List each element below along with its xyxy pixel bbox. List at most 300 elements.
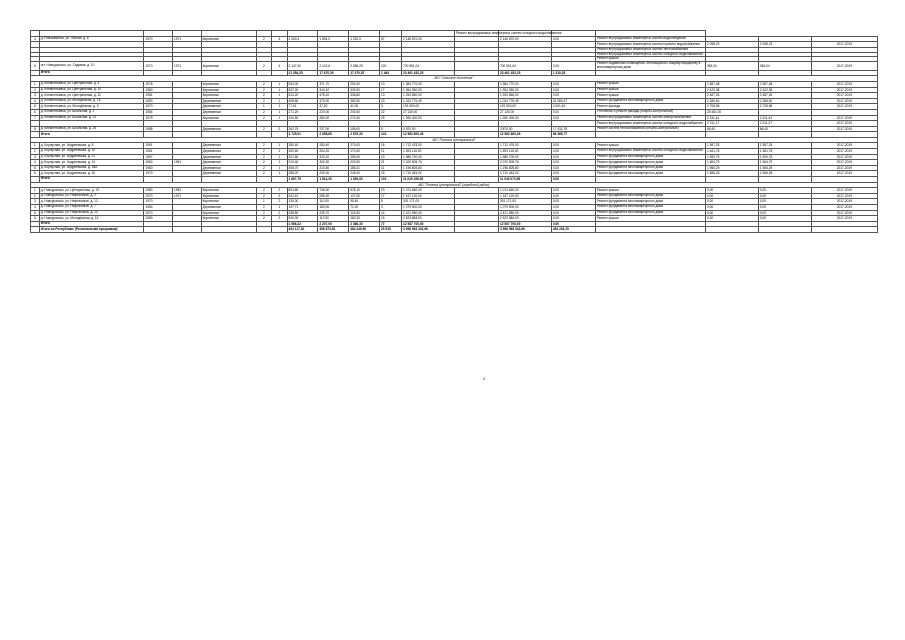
table-cell: 2 708,58: [706, 104, 759, 110]
table-cell: 0,00: [706, 188, 759, 194]
table-cell: д. Корпусная, ул. Андреевская, д. 10: [39, 149, 144, 155]
table-cell: 0,00: [758, 193, 811, 199]
table-cell: 1970: [144, 62, 173, 71]
table-cell: 2 487,26: [758, 93, 811, 99]
table-cell: 6: [31, 171, 40, 177]
table-cell: 66,40: [706, 126, 759, 132]
table-cell: 940,00: [287, 216, 318, 222]
table-cell: 0,00: [551, 93, 595, 99]
table-cell: 96 369,77: [551, 132, 595, 138]
table-cell: 0,00: [551, 199, 595, 205]
table-cell: Итого: [39, 132, 144, 138]
table-cell: д. Клементьевка, ул. Молодёжная, д. 5: [39, 104, 144, 110]
table-cell: 270,40: [349, 115, 380, 121]
table-cell: 2 311,44: [758, 115, 811, 121]
table-cell: 1 481,78: [706, 149, 759, 155]
table-cell: 3 870,00: [498, 126, 551, 132]
table-cell: [454, 227, 498, 233]
table-cell: 1: [31, 81, 40, 87]
table-cell: 1: [272, 143, 287, 149]
table-cell: 2: [256, 87, 271, 93]
table-cell: 2: [256, 171, 271, 177]
table-cell: 2: [256, 93, 271, 99]
table-cell: 2: [256, 165, 271, 171]
table-cell: [201, 227, 256, 233]
table-cell: 2017-2019: [811, 188, 877, 194]
table-cell: Ремонт крыши: [595, 81, 705, 87]
table-cell: 700 951,04: [498, 62, 551, 71]
table-cell: Деревянные: [201, 160, 256, 166]
table-cell: 2: [256, 193, 271, 199]
table-cell: 1970: [144, 193, 173, 199]
table-cell: 2 708,58: [758, 104, 811, 110]
table-cell: 1971: [173, 193, 202, 199]
table-cell: 0,00: [551, 177, 595, 183]
table-cell: 675,10: [349, 188, 380, 194]
table-cell: 0,00: [551, 216, 595, 222]
table-cell: 37,20: [318, 104, 349, 110]
table-cell: Ремонт подвальных помещений, относящихся к общему имуществу в многоквартирном доме: [595, 62, 705, 71]
table-cell: 1 024 776,49: [498, 98, 551, 104]
table-cell: Деревянные: [201, 171, 256, 177]
table-cell: 262,78: [287, 126, 318, 132]
table-cell: 1 894,0: [318, 36, 349, 42]
table-cell: 2: [256, 81, 271, 87]
table-cell: 4: [31, 160, 40, 166]
table-cell: 21 554,25: [287, 70, 318, 76]
table-cell: Ремонт крыши: [595, 57, 705, 62]
table-cell: 1 586,28: [758, 171, 811, 177]
table-cell: Деревянные: [201, 126, 256, 132]
table-cell: 1983: [144, 98, 173, 104]
table-cell: 1: [272, 149, 287, 155]
table-cell: 0,00: [706, 216, 759, 222]
table-cell: 1980: [144, 87, 173, 93]
table-cell: Ремонт фундамента многоквартирного дома: [595, 154, 705, 160]
table-cell: 804,80: [287, 188, 318, 194]
table-cell: Ремонт внутридомовых инженерных систем горячего водоснабжения: [595, 42, 705, 48]
table-cell: 1 074 660,00: [498, 188, 551, 194]
table-cell: Ремонт фундамента многоквартирного дома: [595, 193, 705, 199]
table-cell: 225,70: [318, 210, 349, 216]
table-cell: Ремонт фундамента многоквартирного дома: [595, 98, 705, 104]
table-cell: 2017-2019: [811, 104, 877, 110]
table-cell: д. Клементьевка, ул. Школьная, д. 25: [39, 126, 144, 132]
table-cell: 408,80: [287, 98, 318, 104]
table-cell: 191 500,00: [498, 104, 551, 110]
table-cell: 1961: [144, 143, 173, 149]
table-cell: 1: [256, 199, 271, 205]
table-cell: д. Клементьевка, ул. Молодёжная, д. 7а: [39, 98, 144, 104]
table-cell: 2 523 884,00: [498, 216, 551, 222]
table-cell: 0,00: [551, 221, 595, 227]
table-cell: 17: [380, 193, 402, 199]
table-cell: 3 725,01: [287, 132, 318, 138]
table-cell: 12 567 700,00: [402, 221, 455, 227]
table-cell: 0,00: [551, 188, 595, 194]
table-cell: 4: [31, 205, 40, 211]
table-cell: 2 147,00: [287, 62, 318, 71]
table-cell: 1 693 116,00: [498, 149, 551, 155]
table-cell: 2 146 870,00: [402, 36, 455, 42]
table-cell: 12 582 800,49: [402, 132, 455, 138]
table-cell: Деревянные: [201, 165, 256, 171]
table-cell: Ремонт внутридомовых инженерных систем электроснабжения: [595, 115, 705, 121]
table-cell: 1 586,28: [706, 171, 759, 177]
table-cell: Ремонт внутридомовых инженерных систем теплоснабжения: [595, 47, 705, 52]
table-cell: 19: [380, 154, 402, 160]
table-cell: 1980: [144, 188, 173, 194]
table-cell: 0,00: [551, 143, 595, 149]
table-cell: 255,30: [318, 193, 349, 199]
table-cell: 1 354 350,00: [498, 87, 551, 93]
table-cell: Кирпичные: [201, 115, 256, 121]
table-cell: Ремонт систем теплоснабжения (опорно-контрольные): [595, 126, 705, 132]
table-cell: 0,00: [758, 199, 811, 205]
table-cell: 2 020 505,76: [402, 160, 455, 166]
table-cell: Деревянные: [201, 98, 256, 104]
table-cell: 2017-2019: [811, 93, 877, 99]
table-cell: 1 196 805,80: [402, 165, 455, 171]
table-cell: 1 260 400,00: [498, 115, 551, 121]
table-cell: 338,50: [287, 210, 318, 216]
table-cell: Ремонт внутридомовых инженерных систем холодного водоснабжения: [455, 31, 562, 35]
table-cell: 2: [256, 149, 271, 155]
table-cell: Ремонт фундамента многоквартирного дома: [595, 210, 705, 216]
table-cell: 2: [256, 154, 271, 160]
table-cell: 183,00: [318, 205, 349, 211]
table-cell: 210,50: [318, 165, 349, 171]
table-cell: 1 196 805,80: [498, 165, 551, 171]
table-cell: д. Клементьевка, ул. Центральная, д. 10: [39, 87, 144, 93]
table-cell: 537,00: [287, 87, 318, 93]
table-cell: 1 167 120,00: [498, 193, 551, 199]
table-cell: 11: [380, 165, 402, 171]
table-cell: 301 171,00: [402, 199, 455, 205]
table-cell: 2 421 980,00: [498, 210, 551, 216]
table-cell: 2017-2019: [811, 115, 877, 121]
table-cell: Деревянные: [201, 104, 256, 110]
table-cell: 1: [256, 104, 271, 110]
table-cell: 1 079 500,00: [402, 205, 455, 211]
table-cell: 1 220,0: [349, 36, 380, 42]
table-cell: 102: [380, 177, 402, 183]
table-cell: 1: [272, 115, 287, 121]
table-cell: 1: [272, 104, 287, 110]
table-cell: 0,00: [758, 210, 811, 216]
table-cell: 1 712 478,00: [402, 143, 455, 149]
table-cell: 249,40: [349, 171, 380, 177]
table-cell: 484 446,90: [349, 227, 380, 233]
table-cell: 2017-2019: [811, 126, 877, 132]
table-cell: д. Клементьевка, ул. Центральная, д. 4: [39, 81, 144, 87]
table-cell: 0,00: [551, 210, 595, 216]
table-cell: Ремонт фундамента многоквартирного дома: [595, 171, 705, 177]
table-cell: 2 587,48: [758, 81, 811, 87]
table-cell: 2 641,45: [551, 104, 595, 110]
table-cell: 3 870,00: [402, 126, 455, 132]
table-cell: 23 461 452,25: [498, 70, 551, 76]
table-cell: 738,30: [318, 188, 349, 194]
table-cell: д. Корпусная, ул. Андреевская, д. 14: [39, 160, 144, 166]
table-cell: д. Корпусная, ул. Андреевская, д. 12: [39, 154, 144, 160]
table-cell: пгт. Новоуральск, ул. Садовая, д. 10: [39, 62, 144, 71]
table-cell: 320,10: [318, 154, 349, 160]
table-cell: 301 171,00: [498, 199, 551, 205]
table-cell: 1988: [144, 126, 173, 132]
table-cell: 321,80: [287, 154, 318, 160]
table-cell: 1984: [144, 109, 173, 115]
table-cell: 1 966,29: [758, 165, 811, 171]
table-cell: 142: [380, 132, 402, 138]
table-cell: 2: [256, 126, 271, 132]
section-title: МО "Сельское поселение": [31, 76, 878, 82]
table-cell: 514,20: [287, 93, 318, 99]
table-cell: 1961: [144, 149, 173, 155]
table-cell: 3 998 983 342,66: [498, 227, 551, 233]
table-cell: 2: [256, 115, 271, 121]
table-cell: 2017-2019: [811, 205, 877, 211]
table-cell: 12 582 800,49: [498, 132, 551, 138]
table-cell: 23: [380, 188, 402, 194]
table-cell: 310,40: [287, 160, 318, 166]
table-cell: 71,00: [349, 205, 380, 211]
table-cell: 300,30: [318, 160, 349, 166]
table-cell: д. Корпусная, ул. Андреевская, д. 8: [39, 143, 144, 149]
table-cell: 22: [380, 109, 402, 115]
table-cell: 0,00: [551, 160, 595, 166]
table-cell: 0,00: [551, 171, 595, 177]
table-cell: 4: [272, 36, 287, 42]
table-cell: 2 063,3: [287, 36, 318, 42]
table-cell: 264,20: [318, 149, 349, 155]
table-cell: Итого: [39, 70, 144, 76]
table-cell: 1964: [144, 205, 173, 211]
table-cell: 2 587,48: [706, 81, 759, 87]
table-cell: 100: [380, 62, 402, 71]
table-cell: Итого: [39, 177, 144, 183]
table-cell: 77,61: [287, 104, 318, 110]
table-cell: [454, 62, 498, 71]
table-cell: 14: [380, 210, 402, 216]
table-cell: 1971: [173, 62, 202, 71]
table-cell: 1 590,75: [706, 154, 759, 160]
capital-repair-table: [30, 30, 878, 233]
table-cell: 2 366,30: [349, 221, 380, 227]
table-cell: 230,00: [318, 171, 349, 177]
table-cell: 2017-2019: [811, 154, 877, 160]
table-cell: 3: [380, 205, 402, 211]
table-cell: 1 074 660,00: [402, 188, 455, 194]
table-cell: 2017-2019: [811, 121, 877, 127]
table-cell: 2: [272, 216, 287, 222]
table-cell: 2017-2019: [811, 193, 877, 199]
table-cell: 341,10: [287, 193, 318, 199]
table-cell: 1 464: [380, 70, 402, 76]
table-cell: 0,00: [758, 205, 811, 211]
table-cell: 1: [272, 205, 287, 211]
table-cell: 31 583,47: [551, 98, 595, 104]
table-cell: 21: [380, 160, 402, 166]
table-cell: 2: [31, 193, 40, 199]
table-cell: Утепление и ремонт фасада (опорно-контрольные): [595, 109, 705, 115]
table-cell: [144, 227, 173, 233]
table-cell: 1: [272, 81, 287, 87]
table-cell: 0,00: [551, 149, 595, 155]
table-cell: д. Корпусная, ул. Андреевская, д. 18А: [39, 165, 144, 171]
table-cell: Деревянные: [201, 205, 256, 211]
table-cell: 2017-2019: [811, 143, 877, 149]
table-cell: 1970: [144, 210, 173, 216]
table-cell: 1 024 776,49: [402, 98, 455, 104]
table-cell: 5: [31, 104, 40, 110]
table-cell: 170,40: [349, 149, 380, 155]
table-cell: 2 102,6: [318, 62, 349, 71]
table-cell: 127,00: [349, 193, 380, 199]
table-cell: 2 311,44: [706, 115, 759, 121]
table-cell: Кирпичные: [201, 210, 256, 216]
table-cell: 1 667,79: [287, 177, 318, 183]
table-cell: 25: [380, 115, 402, 121]
table-cell: 66,40: [758, 126, 811, 132]
table-cell: 2: [256, 205, 271, 211]
table-cell: 2 422,38: [706, 87, 759, 93]
table-cell: 2 487,26: [706, 93, 759, 99]
table-cell: 0,00: [551, 205, 595, 211]
table-cell: 1 966,29: [706, 165, 759, 171]
table-cell: 4: [272, 62, 287, 71]
table-cell: 2 311,27: [758, 121, 811, 127]
table-cell: 0,00: [706, 199, 759, 205]
table-cell: 2: [31, 87, 40, 93]
table-cell: 2017-2019: [811, 199, 877, 205]
table-cell: 95,40: [349, 199, 380, 205]
table-cell: Деревянные: [201, 143, 256, 149]
table-cell: 2 286,60: [758, 98, 811, 104]
table-cell: Ремонт фундамента многоквартирного дома: [595, 205, 705, 211]
table-cell: 3: [31, 199, 40, 205]
table-cell: 2: [256, 160, 271, 166]
table-row: [31, 62, 878, 71]
table-cell: 1971: [173, 36, 202, 42]
table-cell: [811, 227, 877, 233]
table-cell: 382,50: [349, 98, 380, 104]
table-cell: 3: [31, 93, 40, 99]
table-cell: 1 309,00: [349, 177, 380, 183]
table-cell: 271,20: [287, 109, 318, 115]
table-cell: 3: [31, 154, 40, 160]
table-cell: 112,50: [318, 216, 349, 222]
table-cell: 240,40: [349, 109, 380, 115]
table-cell: 2: [256, 143, 271, 149]
table-cell: 1 253 860,00: [402, 93, 455, 99]
table-cell: 5: [31, 62, 40, 71]
table-cell: 6: [31, 216, 40, 222]
table-cell: 23 461 452,25: [402, 70, 455, 76]
table-cell: 1980: [144, 216, 173, 222]
table-cell: 1: [272, 154, 287, 160]
table-cell: Кирпичные: [201, 216, 256, 222]
table-cell: 344,10: [318, 87, 349, 93]
table-cell: Ремонт внутридомовых инженерных систем водоотведения: [595, 36, 705, 42]
table-cell: 363,04: [758, 62, 811, 71]
table-cell: 1 986 700,00: [498, 154, 551, 160]
table-cell: 2017-2019: [811, 149, 877, 155]
table-cell: 8: [31, 126, 40, 132]
table-cell: 280,40: [318, 143, 349, 149]
table-cell: 1 712 478,00: [498, 143, 551, 149]
table-cell: Кирпичные: [201, 199, 256, 205]
table-cell: 237,00: [318, 126, 349, 132]
table-cell: 1981: [173, 188, 202, 194]
table-cell: 0,00: [551, 62, 595, 71]
table-cell: Кирпичные: [201, 36, 256, 42]
table-cell: 1961: [173, 160, 202, 166]
table-cell: 1981: [144, 93, 173, 99]
table-cell: 1 310,28: [551, 70, 595, 76]
table-cell: д. Клементьевка, ул. Центральная, д. 11: [39, 93, 144, 99]
table-cell: 2017-2019: [811, 171, 877, 177]
table-cell: 185,31: [349, 165, 380, 171]
table-cell: 0,00: [551, 36, 595, 42]
table-cell: 1 986 700,00: [402, 154, 455, 160]
table-cell: [272, 227, 287, 233]
table-cell: д. Новоуральск, ул. Нефтяников, д. 12: [39, 199, 144, 205]
table-cell: 2: [256, 188, 271, 194]
table-cell: д. Новоуральск, ул. Молодёжная, д. 15: [39, 216, 144, 222]
table-cell: 0,00: [551, 109, 595, 115]
table-cell: [758, 227, 811, 233]
table-cell: 2017-2019: [811, 87, 877, 93]
table-cell: 1: [272, 171, 287, 177]
table-cell: 280,40: [287, 143, 318, 149]
table-cell: 41,00: [349, 104, 380, 110]
table-cell: д. Корпусная, ул. Андреевская, д. 20: [39, 171, 144, 177]
table-cell: 1: [31, 143, 40, 149]
document-sheet: [30, 30, 878, 233]
table-cell: 534,00: [287, 81, 318, 87]
table-cell: 2017-2019: [811, 62, 877, 71]
table-cell: 2: [256, 62, 271, 71]
table-cell: д. Новоуральск, ул. Центральная, д. 19: [39, 188, 144, 194]
table-cell: 2017-2019: [811, 81, 877, 87]
table-cell: Ремонт крыши: [595, 143, 705, 149]
table-cell: 3: [380, 104, 402, 110]
table-cell: 2 146 870,00: [498, 36, 551, 42]
table-cell: 363,04: [706, 62, 759, 71]
table-cell: [256, 227, 271, 233]
table-cell: 336,80: [349, 93, 380, 99]
table-cell: 57: [380, 36, 402, 42]
table-cell: 27 130,00: [402, 109, 455, 115]
table-cell: 330,90: [349, 87, 380, 93]
table-cell: 263,60: [287, 149, 318, 155]
table-cell: 371,70: [318, 81, 349, 87]
table-cell: 1960: [144, 160, 173, 166]
table-cell: 7: [31, 115, 40, 121]
table-cell: 2017-2019: [811, 216, 877, 222]
table-cell: 3 998 983 342,66: [402, 227, 455, 233]
table-cell: 1967: [144, 154, 173, 160]
table-cell: 2 523 884,00: [402, 216, 455, 222]
table-cell: 1 354 350,00: [402, 87, 455, 93]
table-cell: Кирпичные: [201, 193, 256, 199]
table-cell: 1 693 116,00: [402, 149, 455, 155]
table-cell: 1 079 500,00: [498, 205, 551, 211]
table-cell: Ремонт внутридомовых инженерных систем холодного водоснабжения: [595, 149, 705, 155]
table-cell: д. Новоуральск, ул. Нефтяников, д. 7: [39, 205, 144, 211]
table-cell: 2017-2019: [811, 98, 877, 104]
